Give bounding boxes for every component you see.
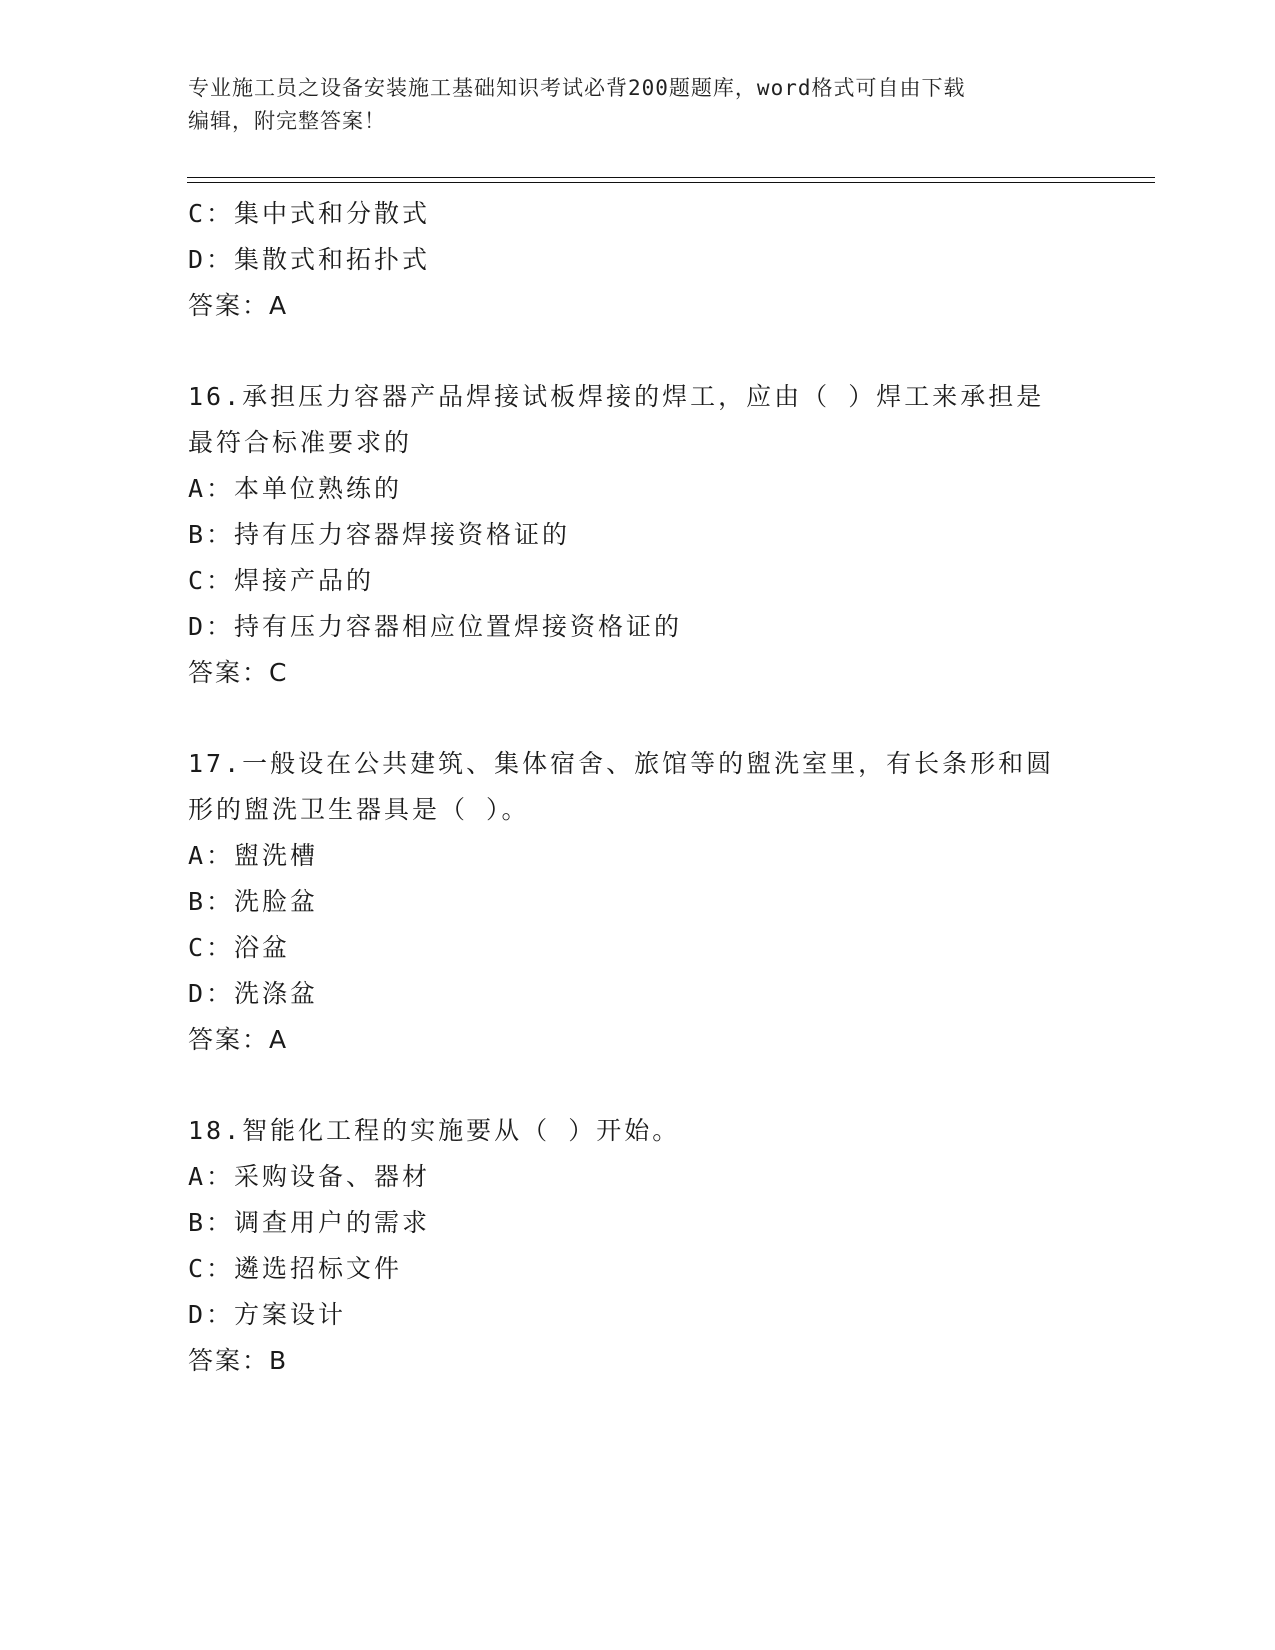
header-rule-top <box>187 177 1155 178</box>
question-text-line-1: 18.智能化工程的实施要从（ ）开始。 <box>188 1116 681 1145</box>
option-d: D：方案设计 <box>188 1300 347 1329</box>
option-a: A：盥洗槽 <box>188 841 319 870</box>
question-block-17 <box>188 741 1108 1063</box>
option-c: C：集中式和分散式 <box>188 199 431 228</box>
block-spacer <box>188 1063 1108 1108</box>
header-rule-bottom <box>187 182 1155 183</box>
block-spacer <box>188 696 1108 741</box>
page-header <box>188 72 1088 138</box>
option-d: D：洗涤盆 <box>188 979 319 1008</box>
option-c: C：焊接产品的 <box>188 566 375 595</box>
option-d: D：持有压力容器相应位置焊接资格证的 <box>188 612 683 641</box>
option-c: C：遴选招标文件 <box>188 1254 403 1283</box>
question-block-15 <box>188 191 1108 329</box>
answer-line: 答案：C <box>188 658 289 687</box>
question-text-line-2: 最符合标准要求的 <box>188 428 413 457</box>
answer-line: 答案：A <box>188 291 289 320</box>
answer-line: 答案：B <box>188 1346 289 1375</box>
question-text-line-1: 17.一般设在公共建筑、集体宿舍、旅馆等的盥洗室里，有长条形和圆 <box>188 749 1055 778</box>
option-b: B：洗脸盆 <box>188 887 319 916</box>
question-list <box>188 191 1108 1384</box>
option-d: D：集散式和拓扑式 <box>188 245 431 274</box>
option-b: B：持有压力容器焊接资格证的 <box>188 520 571 549</box>
answer-line: 答案：A <box>188 1025 289 1054</box>
option-c: C：浴盆 <box>188 933 291 962</box>
header-line-2: 编辑，附完整答案！ <box>188 109 386 133</box>
question-text-line-2: 形的盥洗卫生器具是（ ）。 <box>188 795 530 824</box>
question-block-16 <box>188 374 1108 696</box>
option-a: A：本单位熟练的 <box>188 474 403 503</box>
question-text-line-1: 16.承担压力容器产品焊接试板焊接的焊工，应由（ ）焊工来承担是 <box>188 382 1045 411</box>
option-a: A：采购设备、器材 <box>188 1162 431 1191</box>
block-spacer <box>188 329 1108 374</box>
option-b: B：调查用户的需求 <box>188 1208 431 1237</box>
header-line-1: 专业施工员之设备安装施工基础知识考试必背200题题库，word格式可自由下载 <box>188 76 966 100</box>
question-block-18 <box>188 1108 1108 1384</box>
